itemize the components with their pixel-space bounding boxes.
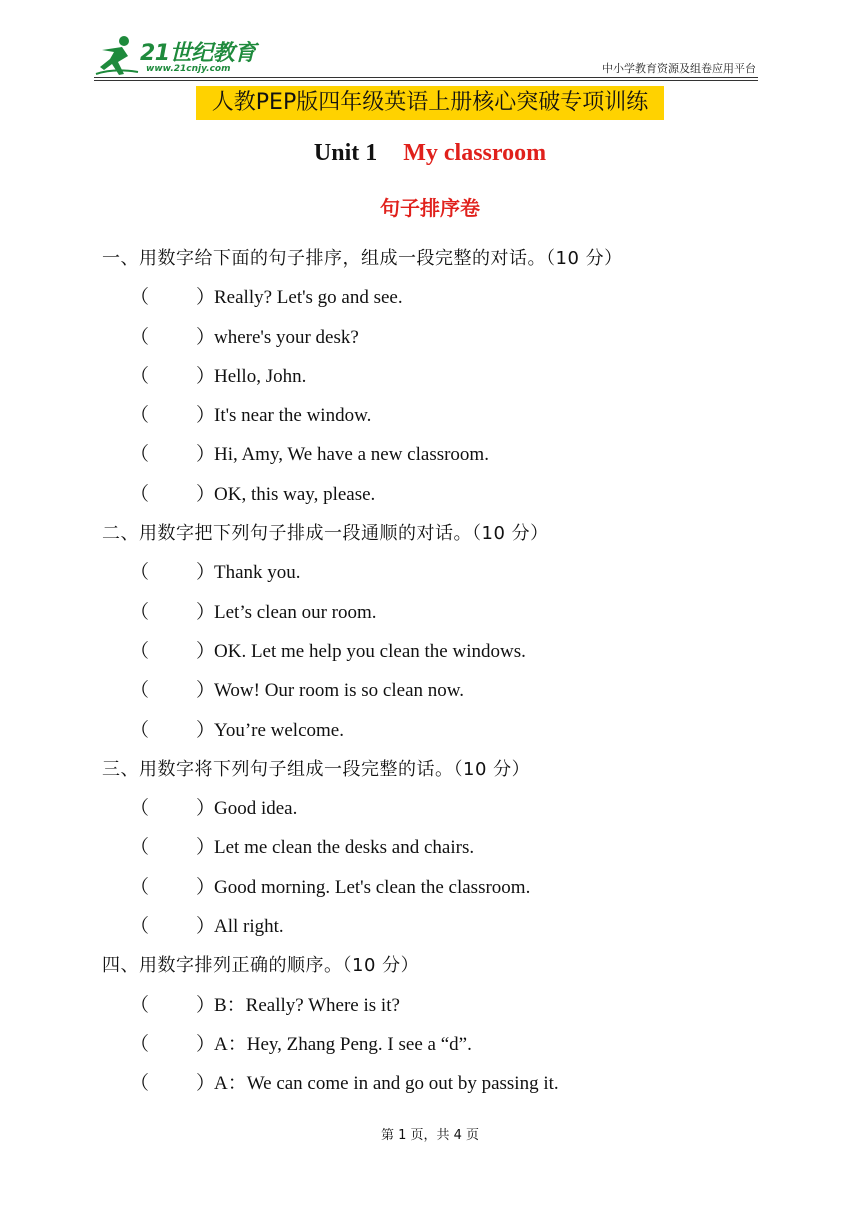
answer-blank-open[interactable]: （ bbox=[130, 640, 150, 662]
sentence-text: Really? Let's go and see. bbox=[214, 287, 403, 309]
page-title bbox=[0, 140, 860, 167]
sentence-text: Let me clean the desks and chairs. bbox=[214, 837, 475, 859]
ordering-item bbox=[102, 991, 802, 1030]
section-heading: 二、用数字把下列句子排成一段通顺的对话。（10 分） bbox=[102, 523, 549, 545]
answer-blank-close: ） bbox=[196, 719, 216, 741]
answer-blank-close: ） bbox=[196, 287, 216, 309]
ordering-item bbox=[102, 323, 802, 362]
answer-blank-close: ） bbox=[196, 1033, 216, 1055]
sentence-text: Thank you. bbox=[214, 562, 301, 584]
ordering-item bbox=[102, 676, 802, 715]
answer-blank-close: ） bbox=[196, 916, 216, 938]
answer-blank-open[interactable]: （ bbox=[130, 287, 150, 309]
ordering-item bbox=[102, 912, 802, 951]
ordering-item bbox=[102, 873, 802, 912]
ordering-item bbox=[102, 716, 802, 755]
answer-blank-open[interactable]: （ bbox=[130, 562, 150, 584]
sentence-text: Hello, John. bbox=[214, 365, 307, 387]
header-divider-secondary bbox=[94, 80, 758, 81]
unit-name: My classroom bbox=[403, 140, 547, 166]
answer-blank-close: ） bbox=[196, 405, 216, 427]
ordering-item bbox=[102, 1069, 802, 1108]
unit-number: Unit 1 bbox=[313, 140, 378, 166]
answer-blank-close: ） bbox=[196, 680, 216, 702]
ordering-item bbox=[102, 440, 802, 479]
answer-blank-close: ） bbox=[196, 876, 216, 898]
answer-blank-open[interactable]: （ bbox=[130, 365, 150, 387]
answer-blank-open[interactable]: （ bbox=[130, 798, 150, 820]
series-banner: 人教PEP版四年级英语上册核心突破专项训练 bbox=[196, 86, 664, 120]
answer-blank-close: ） bbox=[196, 483, 216, 505]
answer-blank-close: ） bbox=[196, 1073, 216, 1095]
answer-blank-open[interactable]: （ bbox=[130, 994, 150, 1016]
section-heading: 一、用数字给下面的句子排序，组成一段完整的对话。（10 分） bbox=[102, 248, 623, 269]
answer-blank-open[interactable]: （ bbox=[130, 916, 150, 938]
ordering-item bbox=[102, 283, 802, 322]
sentence-text: All right. bbox=[214, 916, 284, 938]
answer-blank-open[interactable]: （ bbox=[130, 444, 150, 466]
sentence-text: Hi, Amy, We have a new classroom. bbox=[214, 444, 489, 466]
answer-blank-open[interactable]: （ bbox=[130, 1033, 150, 1055]
site-logo bbox=[94, 34, 264, 78]
answer-blank-open[interactable]: （ bbox=[130, 837, 150, 859]
ordering-item bbox=[102, 401, 802, 440]
sentence-text: A：We can come in and go out by passing it. bbox=[214, 1073, 559, 1095]
exercise-content bbox=[102, 244, 802, 1109]
sentence-text: OK. Let me help you clean the windows. bbox=[214, 640, 526, 662]
sentence-text: OK, this way, please. bbox=[214, 483, 376, 505]
sentence-text: It's near the window. bbox=[214, 405, 372, 427]
ordering-item bbox=[102, 794, 802, 833]
answer-blank-close: ） bbox=[196, 601, 216, 623]
sentence-text: Good idea. bbox=[214, 798, 298, 820]
answer-blank-open[interactable]: （ bbox=[130, 326, 150, 348]
answer-blank-open[interactable]: （ bbox=[130, 601, 150, 623]
page-footer: 第 1 页，共 4 页 bbox=[380, 1128, 480, 1143]
answer-blank-close: ） bbox=[196, 326, 216, 348]
answer-blank-open[interactable]: （ bbox=[130, 876, 150, 898]
answer-blank-open[interactable]: （ bbox=[130, 680, 150, 702]
sentence-text: You’re welcome. bbox=[214, 719, 344, 741]
sentence-text: Let’s clean our room. bbox=[214, 601, 377, 623]
ordering-item bbox=[102, 558, 802, 597]
platform-tagline: 中小学教育资源及组卷应用平台 bbox=[602, 62, 756, 75]
sentence-text: B：Really? Where is it? bbox=[214, 994, 400, 1016]
answer-blank-close: ） bbox=[196, 798, 216, 820]
logo-text: 21世纪教育 bbox=[140, 41, 256, 66]
ordering-item bbox=[102, 480, 802, 519]
ordering-item bbox=[102, 1030, 802, 1069]
sentence-text: where's your desk? bbox=[214, 326, 359, 348]
runner-logo-icon bbox=[94, 34, 140, 78]
sentence-text: A：Hey, Zhang Peng. I see a “d”. bbox=[214, 1033, 472, 1055]
ordering-item bbox=[102, 362, 802, 401]
section-heading: 四、用数字排列正确的顺序。（10 分） bbox=[102, 955, 420, 977]
answer-blank-open[interactable]: （ bbox=[130, 405, 150, 427]
header-divider bbox=[94, 77, 758, 78]
answer-blank-close: ） bbox=[196, 640, 216, 662]
sentence-text: Good morning. Let's clean the classroom. bbox=[214, 876, 531, 898]
logo-url: www.21cnjy.com bbox=[146, 64, 231, 74]
sentence-text: Wow! Our room is so clean now. bbox=[214, 680, 464, 702]
section-heading: 三、用数字将下列句子组成一段完整的话。（10 分） bbox=[102, 758, 531, 780]
answer-blank-close: ） bbox=[196, 365, 216, 387]
answer-blank-close: ） bbox=[196, 837, 216, 859]
page-header bbox=[94, 30, 758, 82]
answer-blank-close: ） bbox=[196, 994, 216, 1016]
answer-blank-open[interactable]: （ bbox=[130, 1073, 150, 1095]
answer-blank-open[interactable]: （ bbox=[130, 719, 150, 741]
answer-blank-close: ） bbox=[196, 444, 216, 466]
paper-subtitle: 句子排序卷 bbox=[380, 196, 480, 220]
ordering-item bbox=[102, 833, 802, 872]
ordering-item bbox=[102, 598, 802, 637]
answer-blank-open[interactable]: （ bbox=[130, 483, 150, 505]
ordering-item bbox=[102, 637, 802, 676]
answer-blank-close: ） bbox=[196, 562, 216, 584]
